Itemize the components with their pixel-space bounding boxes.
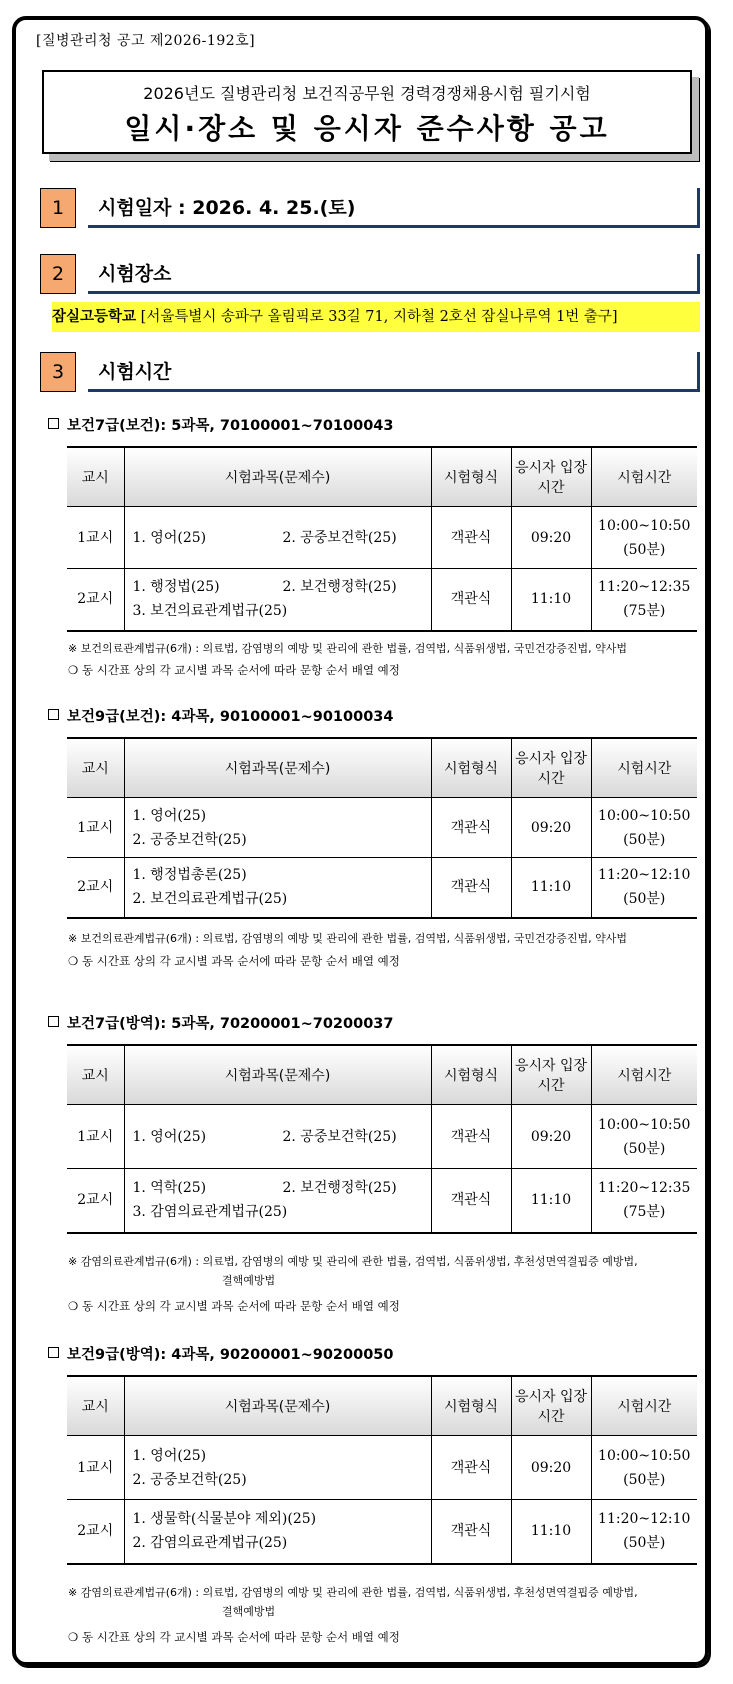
page-title: 일시·장소 및 응시자 준수사항 공고	[124, 112, 610, 145]
table-header-row	[67, 1376, 697, 1436]
table-row	[67, 1500, 697, 1564]
subjects-cell: 1. 영어(25) 2. 공중보건학(25)	[124, 1105, 431, 1169]
header-subjects: 시험과목(문제수)	[124, 1045, 431, 1105]
header-entry-time: 응시자 입장시간	[511, 738, 591, 798]
footnote-laws: ※ 감염의료관계법규(6개) : 의료법, 감염병의 예방 및 관리에 관한 법률, 검역법, 식품위생법, 후천성면역결핍증 예방법, 결핵예방법	[68, 1255, 638, 1287]
period-cell: 1교시	[67, 1105, 124, 1169]
section-rule	[88, 254, 700, 294]
entry-cell: 11:10	[511, 1500, 591, 1564]
period-cell: 2교시	[67, 1500, 124, 1564]
header-format: 시험형식	[431, 738, 511, 798]
period-cell: 2교시	[67, 1169, 124, 1233]
table-row	[67, 1169, 697, 1233]
section-1-exam-date	[40, 188, 700, 230]
table-row	[67, 1105, 697, 1169]
venue-detail: [서울특별시 송파구 올림픽로 33길 71, 지하철 2호선 잠실나루역 1번 출구]	[136, 309, 618, 325]
checkbox-square-icon	[48, 1016, 59, 1027]
venue-highlight	[52, 302, 700, 332]
entry-cell: 09:20	[511, 1436, 591, 1500]
header-entry-time: 응시자 입장시간	[511, 1045, 591, 1105]
footnote-laws: ※ 보건의료관계법규(6개) : 의료법, 감염병의 예방 및 관리에 관한 법률, 검역법, 식품위생법, 국민건강증진법, 약사법	[68, 932, 627, 945]
subjects-cell: 1. 생물학(식물분야 제외)(25) 2. 감염의료관계법규(25)	[124, 1500, 431, 1564]
entry-cell: 09:20	[511, 798, 591, 858]
entry-cell: 11:10	[511, 1169, 591, 1233]
section-label: 시험일자 : 2026. 4. 25.(토)	[98, 197, 356, 219]
section-number: 3	[40, 352, 76, 392]
grade-heading: 보건9급(보건): 4과목, 90100001~90100034	[48, 705, 393, 726]
format-cell: 객관식	[431, 858, 511, 918]
subjects-cell: 1. 역학(25) 2. 보건행정학(25) 3. 감염의료관계법규(25)	[124, 1169, 431, 1233]
entry-cell: 09:20	[511, 507, 591, 569]
footnote-laws: ※ 보건의료관계법규(6개) : 의료법, 감염병의 예방 및 관리에 관한 법률, 검역법, 식품위생법, 국민건강증진법, 약사법	[68, 642, 627, 655]
header-period: 교시	[67, 447, 124, 507]
time-cell: 11:20~12:35 (75분)	[591, 569, 697, 631]
section-rule	[88, 352, 700, 392]
subjects-cell: 1. 영어(25) 2. 공중보건학(25)	[124, 507, 431, 569]
time-cell: 10:00~10:50 (50분)	[591, 798, 697, 858]
exam-schedule-table	[67, 737, 697, 919]
time-cell: 11:20~12:10 (50분)	[591, 1500, 697, 1564]
doc-number: [질병관리청 공고 제2026-192호]	[36, 33, 256, 49]
title-box	[42, 70, 692, 154]
format-cell: 객관식	[431, 1105, 511, 1169]
grade-heading: 보건7급(방역): 5과목, 70200001~70200037	[48, 1012, 393, 1033]
footnote-order: ❍ 동 시간표 상의 각 교시별 과목 순서에 따라 문항 순서 배열 예정	[68, 1630, 400, 1644]
table-header-row	[67, 447, 697, 507]
entry-cell: 11:10	[511, 569, 591, 631]
exam-schedule-table	[67, 446, 697, 632]
section-number: 1	[40, 188, 76, 228]
time-cell: 11:20~12:10 (50분)	[591, 858, 697, 918]
header-exam-time: 시험시간	[591, 447, 697, 507]
table-row	[67, 1436, 697, 1500]
footnote-order: ❍ 동 시간표 상의 각 교시별 과목 순서에 따라 문항 순서 배열 예정	[68, 663, 400, 677]
venue-name: 잠실고등학교	[52, 309, 137, 325]
header-exam-time: 시험시간	[591, 1045, 697, 1105]
time-cell: 10:00~10:50 (50분)	[591, 1436, 697, 1500]
section-number: 2	[40, 254, 76, 294]
period-cell: 1교시	[67, 798, 124, 858]
header-entry-time: 응시자 입장시간	[511, 1376, 591, 1436]
header-period: 교시	[67, 738, 124, 798]
entry-cell: 09:20	[511, 1105, 591, 1169]
section-2-venue	[40, 254, 700, 296]
period-cell: 2교시	[67, 569, 124, 631]
entry-cell: 11:10	[511, 858, 591, 918]
header-format: 시험형식	[431, 1045, 511, 1105]
title-subtitle: 2026년도 질병관리청 보건직공무원 경력경쟁채용시험 필기시험	[143, 84, 591, 103]
subjects-cell: 1. 영어(25) 2. 공중보건학(25)	[124, 1436, 431, 1500]
checkbox-square-icon	[48, 418, 59, 429]
format-cell: 객관식	[431, 507, 511, 569]
header-subjects: 시험과목(문제수)	[124, 1376, 431, 1436]
section-3-exam-time	[40, 352, 700, 394]
footnote-laws: ※ 감염의료관계법규(6개) : 의료법, 감염병의 예방 및 관리에 관한 법률, 검역법, 식품위생법, 후천성면역결핍증 예방법, 결핵예방법	[68, 1586, 638, 1618]
period-cell: 1교시	[67, 1436, 124, 1500]
table-row	[67, 858, 697, 918]
time-cell: 11:20~12:35 (75분)	[591, 1169, 697, 1233]
header-exam-time: 시험시간	[591, 1376, 697, 1436]
format-cell: 객관식	[431, 798, 511, 858]
subjects-cell: 1. 행정법(25) 2. 보건행정학(25) 3. 보건의료관계법규(25)	[124, 569, 431, 631]
header-format: 시험형식	[431, 447, 511, 507]
table-row	[67, 798, 697, 858]
subjects-cell: 1. 영어(25) 2. 공중보건학(25)	[124, 798, 431, 858]
grade-heading: 보건7급(보건): 5과목, 70100001~70100043	[48, 414, 393, 435]
table-header-row	[67, 738, 697, 798]
table-header-row	[67, 1045, 697, 1105]
table-row	[67, 569, 697, 631]
header-period: 교시	[67, 1376, 124, 1436]
footnote-order: ❍ 동 시간표 상의 각 교시별 과목 순서에 따라 문항 순서 배열 예정	[68, 954, 400, 968]
period-cell: 2교시	[67, 858, 124, 918]
section-label: 시험시간	[98, 361, 172, 383]
table-row	[67, 507, 697, 569]
header-subjects: 시험과목(문제수)	[124, 738, 431, 798]
exam-schedule-table	[67, 1375, 697, 1565]
format-cell: 객관식	[431, 1169, 511, 1233]
period-cell: 1교시	[67, 507, 124, 569]
format-cell: 객관식	[431, 1500, 511, 1564]
header-period: 교시	[67, 1045, 124, 1105]
exam-schedule-table	[67, 1044, 697, 1234]
subjects-cell: 1. 행정법총론(25) 2. 보건의료관계법규(25)	[124, 858, 431, 918]
grade-heading: 보건9급(방역): 4과목, 90200001~90200050	[48, 1343, 393, 1364]
time-cell: 10:00~10:50 (50분)	[591, 1105, 697, 1169]
format-cell: 객관식	[431, 569, 511, 631]
checkbox-square-icon	[48, 709, 59, 720]
checkbox-square-icon	[48, 1347, 59, 1358]
time-cell: 10:00~10:50 (50분)	[591, 507, 697, 569]
header-format: 시험형식	[431, 1376, 511, 1436]
format-cell: 객관식	[431, 1436, 511, 1500]
footnote-order: ❍ 동 시간표 상의 각 교시별 과목 순서에 따라 문항 순서 배열 예정	[68, 1299, 400, 1313]
header-exam-time: 시험시간	[591, 738, 697, 798]
header-subjects: 시험과목(문제수)	[124, 447, 431, 507]
header-entry-time: 응시자 입장시간	[511, 447, 591, 507]
section-label: 시험장소	[98, 263, 172, 285]
